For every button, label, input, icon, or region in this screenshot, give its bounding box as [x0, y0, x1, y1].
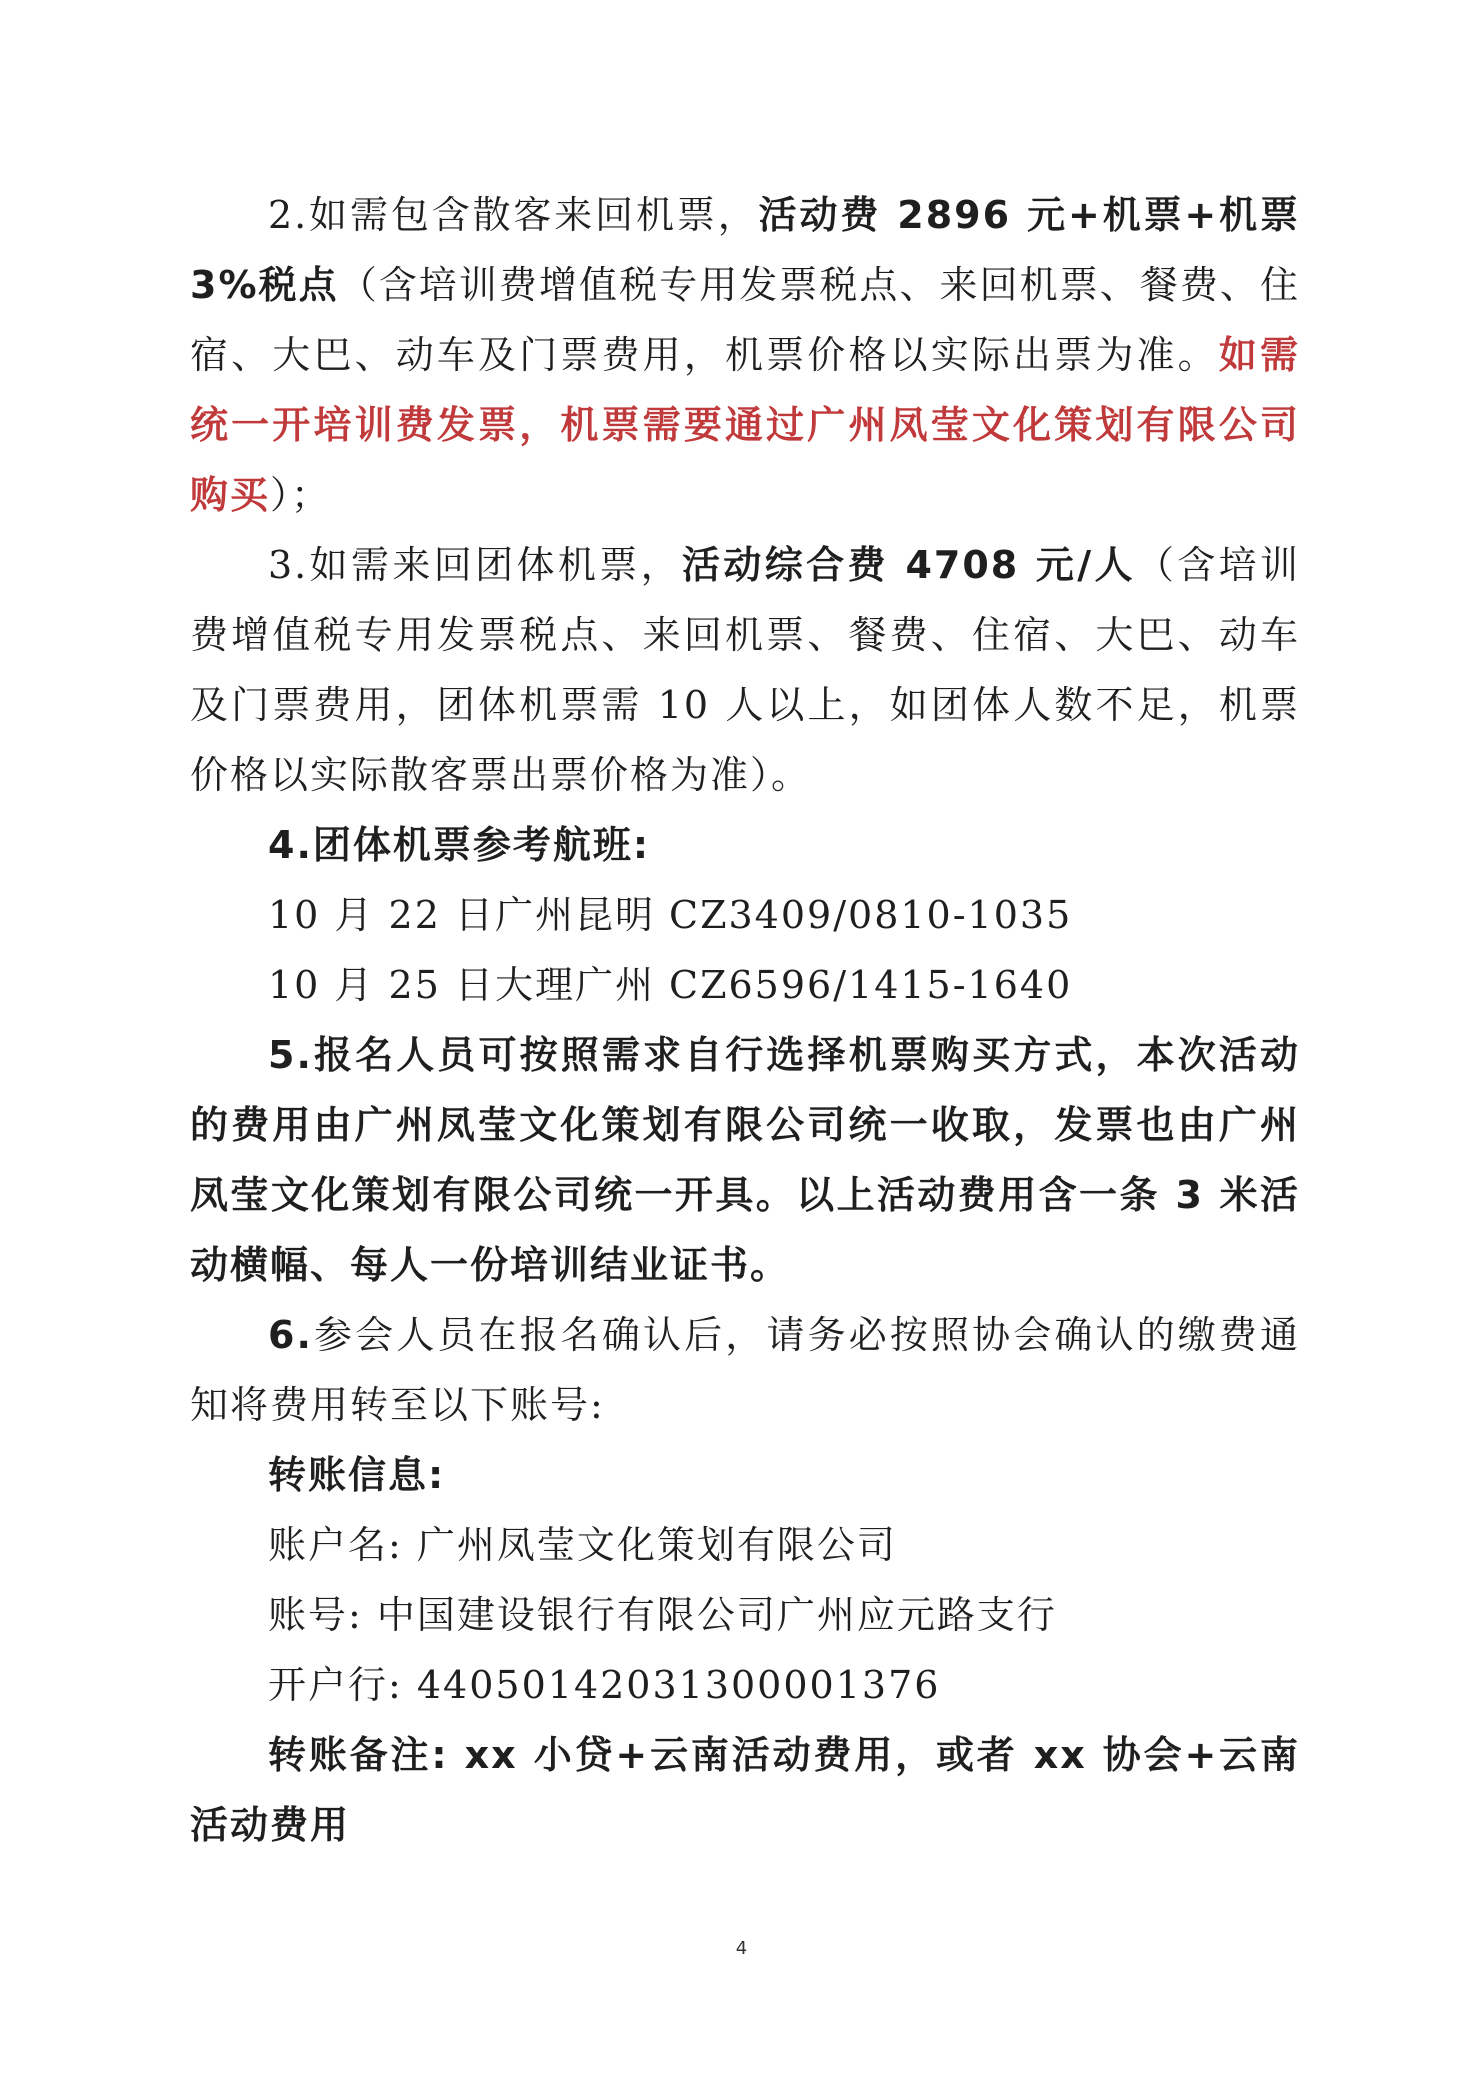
p3-lead: 3.如需来回团体机票， [268, 543, 682, 587]
p2-fee: 活动费 2896 元+机票+机票 3%税点 [190, 193, 1300, 307]
p2-lead: 2.如需包含散客来回机票， [268, 193, 759, 237]
p6-text: 参会人员在报名确认后，请务必按照协会确认的缴费通知将费用转至以下账号: [190, 1313, 1300, 1427]
p2-tail: ）； [270, 473, 332, 517]
p2-red-note: 如需统一开培训费发票，机票需要通过广州凤莹文化策划有限公司购买 [190, 333, 1300, 517]
p6-num: 6. [268, 1313, 313, 1357]
page-number: 4 [735, 1938, 748, 1959]
flight-1: 10 月 22 日广州昆明 CZ3409/0810-1035 [268, 893, 1073, 937]
p2-detail: （含培训费增值税专用发票税点、来回机票、餐费、住宿、大巴、动车及门票费用，机票价格以实际出票为准。 [190, 263, 1300, 377]
p3-fee: 活动综合费 4708 元/人 [682, 543, 1136, 587]
paragraph-6 [190, 1300, 1300, 1440]
transfer-heading: 转账信息: [268, 1453, 446, 1497]
transfer-remark: 转账备注: xx 小贷+云南活动费用，或者 xx 协会+云南活动费用 [190, 1733, 1300, 1847]
document-body [190, 180, 1300, 1860]
transfer-account-no: 账号: 中国建设银行有限公司广州应元路支行 [268, 1593, 1057, 1637]
paragraph-4-heading: 4.团体机票参考航班: [268, 823, 651, 867]
paragraph-5: 5.报名人员可按照需求自行选择机票购买方式，本次活动的费用由广州凤莹文化策划有限公司统一收取，发票也由广州凤莹文化策划有限公司统一开具。以上活动费用含一条 3 米活动横幅、每人一份培训结业证书。 [190, 1033, 1300, 1287]
paragraph-2 [190, 180, 1300, 530]
flight-2: 10 月 25 日大理广州 CZ6596/1415-1640 [268, 963, 1073, 1007]
transfer-account-name: 账户名: 广州凤莹文化策划有限公司 [268, 1523, 897, 1567]
paragraph-3 [190, 530, 1300, 810]
transfer-bank: 开户行: 44050142031300001376 [268, 1663, 941, 1707]
p3-detail: （含培训费增值税专用发票税点、来回机票、餐费、住宿、大巴、动车及门票费用，团体机票需 10 人以上，如团体人数不足，机票价格以实际散客票出票价格为准）。 [190, 543, 1300, 797]
